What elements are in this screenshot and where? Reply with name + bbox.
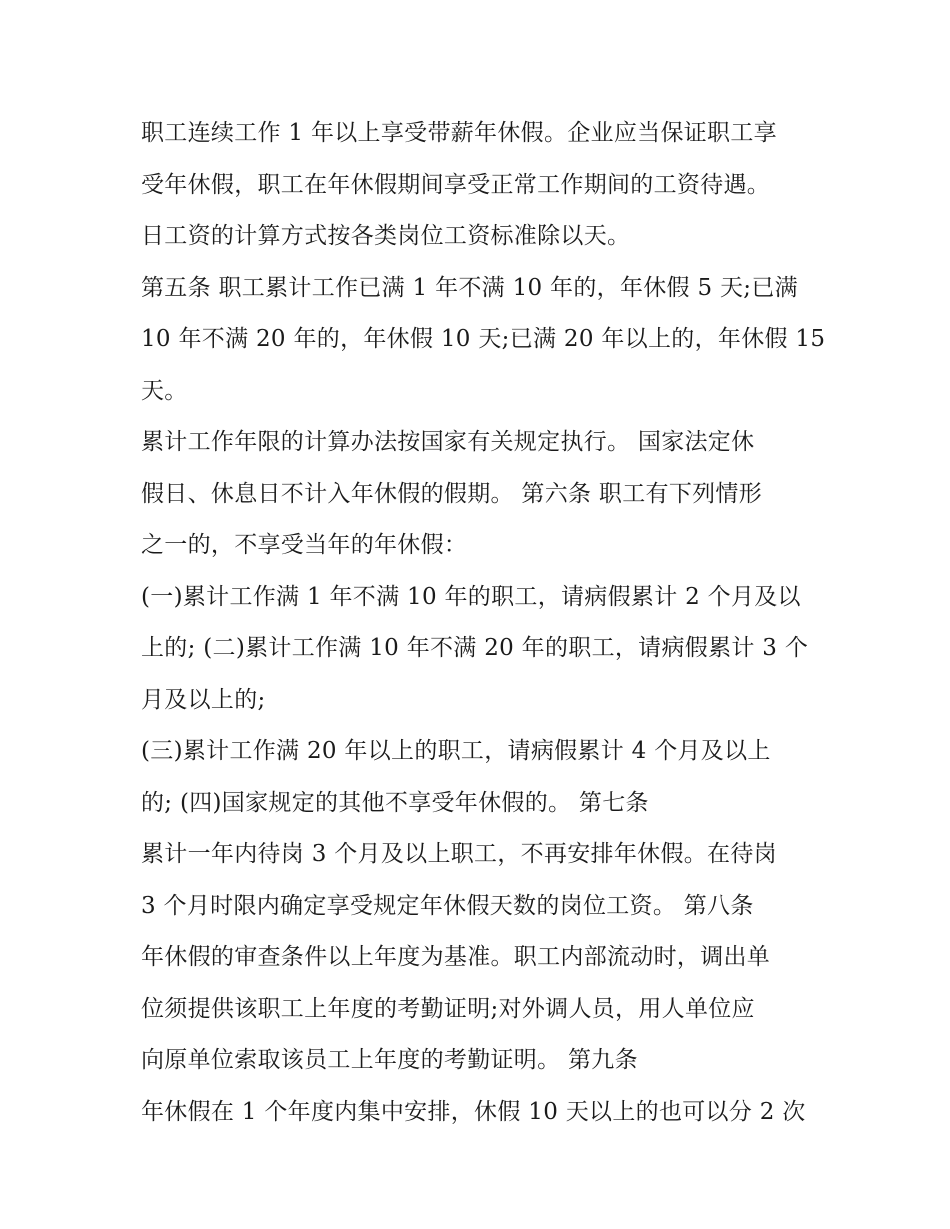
text-line: 第五条 职工累计工作已满 1 年不满 10 年的，年休假 5 天;已满 — [141, 274, 798, 301]
text-line: 的; (四)国家规定的其他不享受年休假的。 第七条 — [141, 789, 649, 816]
text-line: 累计工作年限的计算办法按国家有关规定执行。 国家法定休 — [141, 429, 755, 455]
text-line: 职工连续工作 1 年以上享受带薪年休假。企业应当保证职工享 — [141, 120, 777, 146]
text-line: 受年休假，职工在年休假期间享受正常工作期间的工资待遇。 — [141, 171, 771, 198]
text-line: 年休假的审查条件以上年度为基准。职工内部流动时，调出单 — [141, 944, 771, 970]
text-line: 之一的，不享受当年的年休假： — [141, 532, 468, 558]
text-line: 向原单位索取该员工上年度的考勤证明。 第九条 — [141, 1047, 638, 1073]
text-line: 月及以上的; — [141, 686, 266, 713]
text-line: 日工资的计算方式按各类岗位工资标准除以天。 — [141, 223, 631, 249]
text-line: 上的; (二)累计工作满 10 年不满 20 年的职工，请病假累计 3 个 — [141, 635, 809, 661]
text-line: 假日、休息日不计入年休假的假期。 第六条 职工有下列情形 — [141, 480, 763, 507]
text-line: 10 年不满 20 年的，年休假 10 天;已满 20 年以上的，年休假 15 — [141, 326, 826, 352]
text-line: 3 个月时限内确定享受规定年休假天数的岗位工资。 第八条 — [141, 892, 754, 919]
text-line: 位须提供该职工上年度的考勤证明;对外调人员，用人单位应 — [141, 995, 755, 1022]
text-line: 年休假在 1 个年度内集中安排，休假 10 天以上的也可以分 2 次 — [141, 1098, 806, 1125]
text-line: 累计一年内待岗 3 个月及以上职工，不再安排年休假。在待岗 — [141, 841, 777, 867]
text-line: (三)累计工作满 20 年以上的职工，请病假累计 4 个月及以上 — [141, 738, 771, 764]
document-body — [141, 108, 826, 1138]
text-line: 天。 — [141, 377, 188, 404]
text-line: (一)累计工作满 1 年不满 10 年的职工，请病假累计 2 个月及以 — [141, 583, 801, 610]
